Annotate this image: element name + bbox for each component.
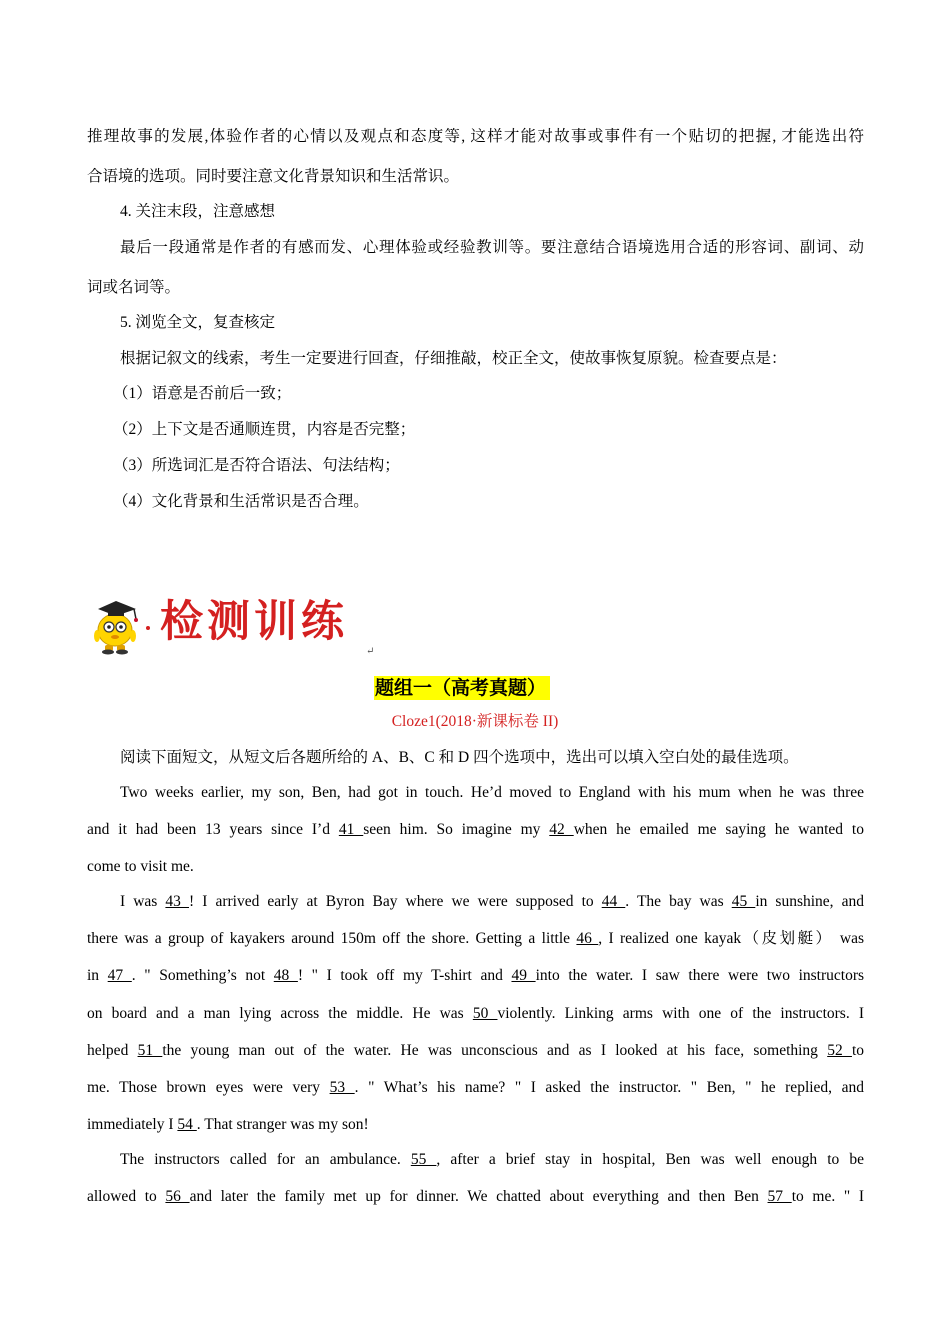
text-run: . " What’s his name? " I asked the instructor. " Ben, " he replied, and	[354, 1079, 864, 1096]
text-run: ! I arrived early at Byron Bay where we were supposed to	[188, 893, 602, 910]
text-run: ! " I took off my T-shirt and	[297, 967, 512, 984]
step5-line-1: 根据记叙文的线索，考生一定要进行回查，仔细推敲，校正全文，使故事恢复原貌。检查要点是：	[120, 350, 787, 367]
intro-line-1: 推理故事的发展,体验作者的心情以及观点和态度等, 这样才能对故事或事件有一个贴切的把握, 才能选出符	[87, 128, 864, 145]
blank-41: 41	[338, 821, 364, 838]
p1-line-2	[87, 820, 864, 840]
text-run: in	[87, 967, 108, 984]
step4-heading: 4. 关注末段，注意感想	[120, 203, 276, 220]
text-run: to me. " I	[791, 1188, 864, 1205]
check-point-2: （2）上下文是否通顺连贯，内容是否完整；	[113, 421, 416, 438]
text-run: . The bay was	[625, 893, 732, 910]
blank-57: 57	[767, 1188, 792, 1205]
text-run: and later the family met up for dinner. We chatted about everything and then Ben	[189, 1188, 768, 1205]
instruction: 阅读下面短文，从短文后各题所给的 A、B、C 和 D 四个选项中，选出可以填入空白处的最佳选项。	[120, 749, 799, 766]
p2-line-5	[87, 1041, 864, 1061]
text-run: The instructors called for an ambulance.	[120, 1151, 411, 1168]
intro-line-2: 合语境的选项。同时要注意文化背景知识和生活常识。	[87, 168, 460, 185]
question-group-title: 题组一（高考真题）	[374, 676, 550, 700]
blank-51: 51	[137, 1042, 163, 1059]
p2-line-2	[87, 929, 864, 949]
paragraph-mark: ↵	[366, 646, 375, 657]
text-run: on board and a man lying across the middle. He was	[87, 1005, 473, 1022]
text-run: I was	[120, 893, 166, 910]
text-run: immediately I	[87, 1116, 178, 1133]
p3-line-1	[120, 1150, 864, 1170]
check-point-3: （3）所选词汇是否符合语法、句法结构；	[113, 457, 400, 474]
blank-43: 43	[165, 893, 189, 910]
step4-line-1: 最后一段通常是作者的有感而发、心理体验或经验教训等。要注意结合语境选用合适的形容词、副词、动	[120, 239, 864, 256]
p2-line-4	[87, 1004, 864, 1024]
section-banner	[92, 592, 382, 658]
blank-53: 53	[329, 1079, 355, 1096]
blank-47: 47	[107, 967, 132, 984]
text-run: in sunshine, and	[755, 893, 864, 910]
banner-title: 检测训练	[160, 597, 348, 647]
text-run: , I realized one kayak（皮划艇） was	[598, 930, 864, 947]
p2-line-6	[87, 1078, 864, 1098]
text-run: helped	[87, 1042, 138, 1059]
p2-line-1	[120, 892, 864, 912]
text-run: when he emailed me saying he wanted to	[573, 821, 864, 838]
blank-45: 45	[731, 893, 756, 910]
p3-line-2	[87, 1187, 864, 1207]
p2-line-7	[87, 1115, 864, 1135]
text-run: seen him. So imagine my	[363, 821, 550, 838]
check-point-4: （4）文化背景和生活常识是否合理。	[113, 493, 369, 510]
check-point-1: （1）语意是否前后一致；	[113, 385, 292, 402]
text-run: allowed to	[87, 1188, 166, 1205]
text-run: . That stranger was my son!	[196, 1116, 369, 1133]
text-run: the young man out of the water. He was unconscious and as I looked at his face, something	[162, 1042, 828, 1059]
text-run: , after a brief stay in hospital, Ben was well enough to be	[436, 1151, 864, 1168]
blank-42: 42	[549, 821, 574, 838]
p1-line-1: Two weeks earlier, my son, Ben, had got in touch. He’d moved to England with his mum when he was three	[120, 784, 864, 801]
cloze-title: Cloze1(2018·新课标卷 II)	[391, 713, 559, 730]
step5-heading: 5. 浏览全文，复查核定	[120, 314, 276, 331]
graduate-mascot-icon	[92, 592, 158, 656]
blank-48: 48	[273, 967, 298, 984]
text-run: violently. Linking arms with one of the instructors. I	[497, 1005, 864, 1022]
blank-44: 44	[601, 893, 626, 910]
blank-55: 55	[410, 1151, 437, 1168]
blank-54: 54	[177, 1116, 197, 1133]
p2-line-3	[87, 966, 864, 986]
blank-49: 49	[511, 967, 536, 984]
blank-50: 50	[472, 1005, 498, 1022]
blank-52: 52	[827, 1042, 852, 1059]
text-run: me. Those brown eyes were very	[87, 1079, 330, 1096]
p1-line-3: come to visit me.	[87, 858, 194, 875]
step4-line-2: 词或名词等。	[87, 279, 181, 296]
blank-46: 46	[576, 930, 599, 947]
text-run: and it had been 13 years since I’d	[87, 821, 339, 838]
text-run: there was a group of kayakers around 150m off the shore. Getting a little	[87, 930, 577, 947]
text-run: to	[851, 1042, 864, 1059]
text-run: . " Something’s not	[131, 967, 274, 984]
text-run: into the water. I saw there were two instructors	[535, 967, 864, 984]
blank-56: 56	[165, 1188, 190, 1205]
